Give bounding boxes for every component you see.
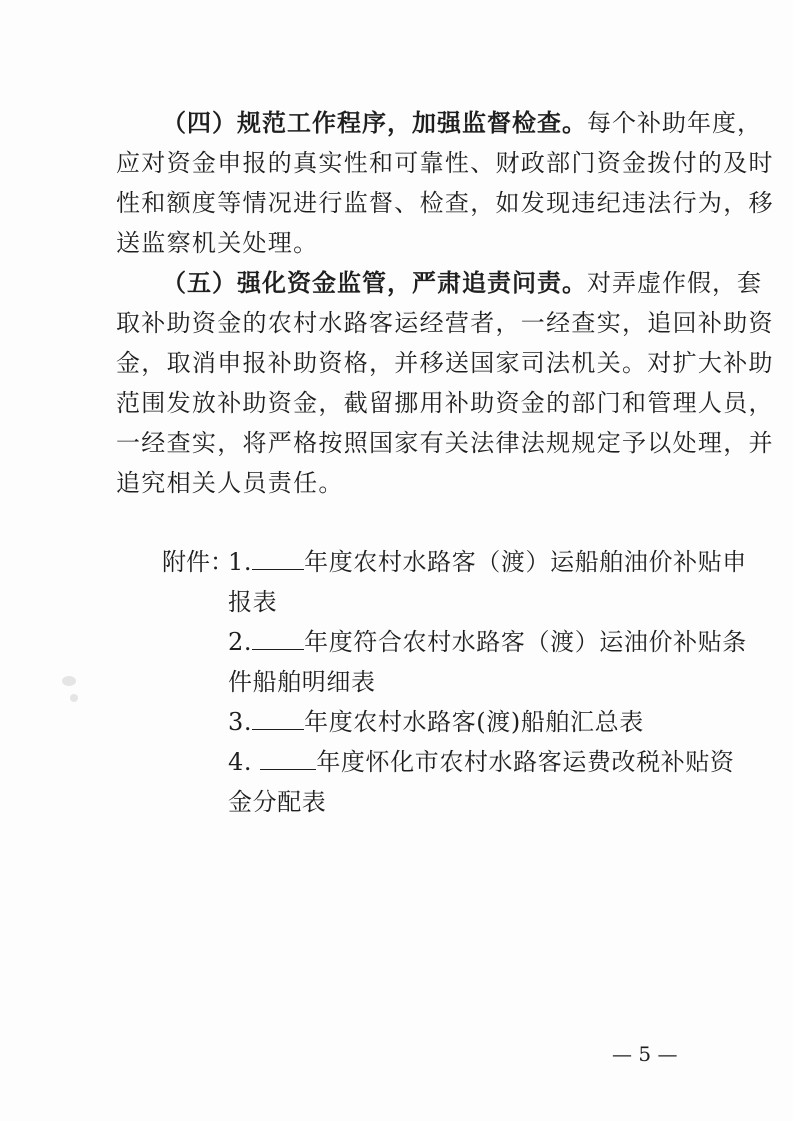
attachment-2-line-2: 件船舶明细表 (228, 668, 376, 696)
attachment-3-blank (252, 707, 304, 730)
section5-line-6: 追究相关人员责任。 (116, 469, 344, 497)
attachment-2-line-1 (228, 627, 747, 657)
page-number: — 5 — (612, 1042, 678, 1066)
section4-line-4: 送监察机关处理。 (116, 229, 319, 257)
section5-heading: （五）强化资金监管，严肃追责问责。 (162, 268, 587, 297)
attachment-2-blank (252, 627, 304, 650)
section5-line-3: 金，取消申报补助资格，并移送国家司法机关。对扩大补助 (116, 349, 774, 377)
attachment-4-blank (260, 747, 316, 770)
attachment-1-line-1 (228, 547, 747, 577)
section4-heading: （四）规范工作程序，加强监督检查。 (162, 108, 587, 137)
attachment-1-title: 年度农村水路客（渡）运船舶油价补贴申 (304, 548, 747, 576)
attachment-3-prefix: 3. (228, 708, 253, 736)
attachments-label: 附件： (162, 548, 234, 576)
section4-line-2: 应对资金申报的真实性和可靠性、财政部门资金拨付的及时 (116, 149, 774, 177)
section4-line-3: 性和额度等情况进行监督、检查，如发现违纪违法行为，移 (116, 189, 774, 217)
attachment-1-line-2: 报表 (228, 588, 278, 616)
section5-line-2: 取补助资金的农村水路客运经营者，一经查实，追回补助资 (116, 309, 774, 337)
attachment-1-prefix: 1. (228, 548, 253, 576)
section5-line-4: 范围发放补助资金，截留挪用补助资金的部门和管理人员， (116, 389, 774, 417)
section4-text: 每个补助年度， (587, 109, 762, 137)
section4-line-1 (162, 108, 762, 138)
attachment-2-title: 年度符合农村水路客（渡）运油价补贴条 (304, 628, 747, 656)
section5-line-5: 一经查实，将严格按照国家有关法律法规规定予以处理，并 (116, 429, 774, 457)
attachment-4-line-2: 金分配表 (228, 788, 327, 816)
scan-smudge (62, 676, 76, 686)
attachment-3-line-1 (228, 707, 644, 737)
attachment-1-blank (252, 547, 304, 570)
scan-smudge (70, 694, 78, 702)
attachment-4-title: 年度怀化市农村水路客运费改税补贴资 (316, 748, 735, 776)
attachment-4-prefix: 4. (228, 748, 261, 776)
attachment-2-prefix: 2. (228, 628, 253, 656)
section5-text: 对弄虚作假，套 (587, 269, 762, 297)
attachment-3-title: 年度农村水路客(渡)船舶汇总表 (304, 708, 644, 736)
section5-line-1 (162, 268, 762, 298)
attachment-4-line-1 (228, 747, 735, 777)
